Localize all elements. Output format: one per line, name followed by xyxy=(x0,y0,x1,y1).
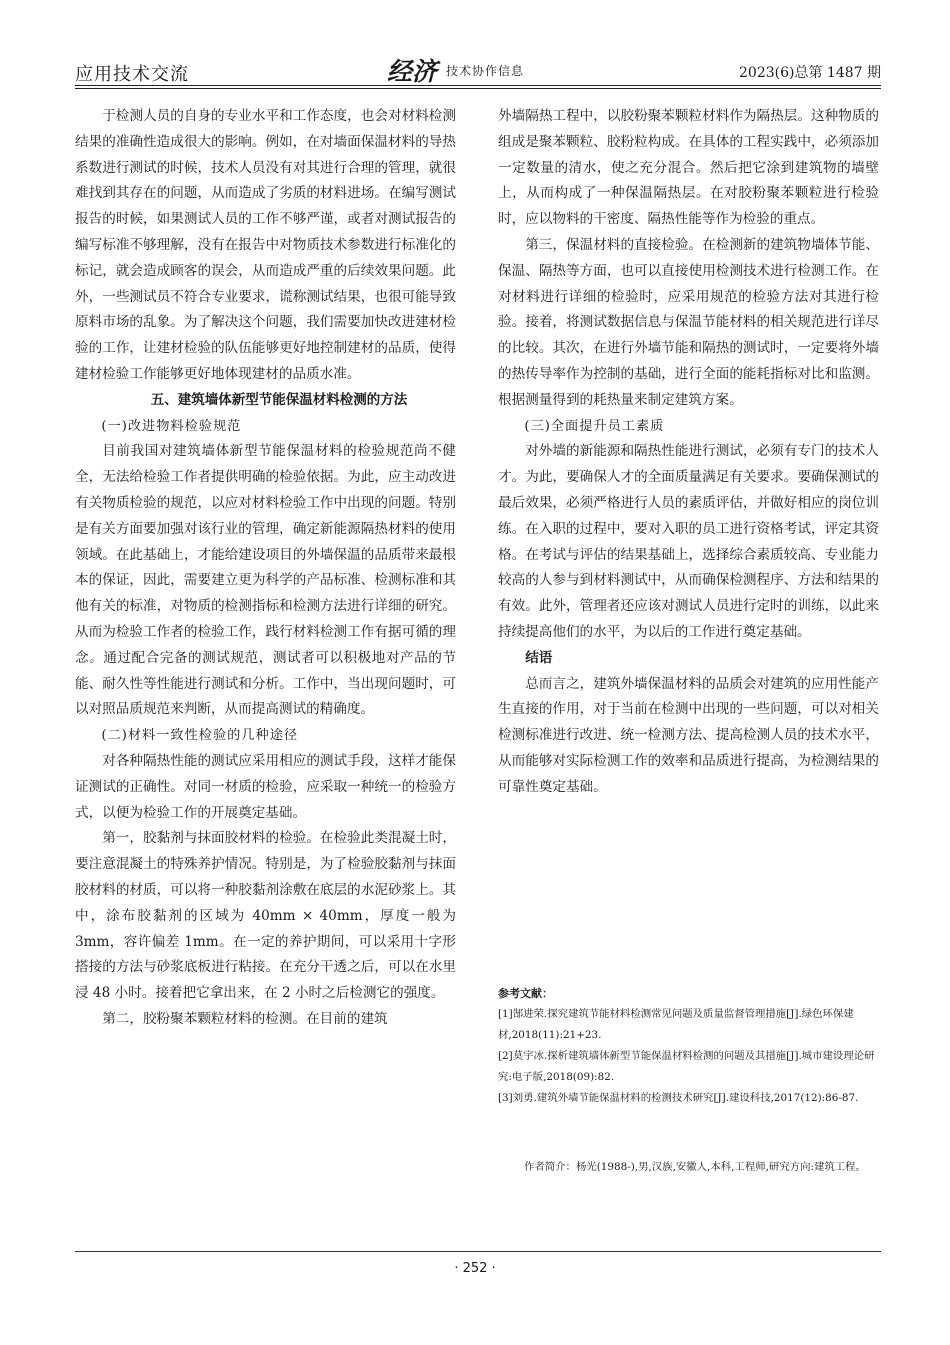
journal-logo-subtitle: 技术协作信息 xyxy=(446,64,525,78)
author-note: 作者简介：杨光(1988-),男,汉族,安徽人,本科,工程师,研究方向:建筑工程。 xyxy=(524,1161,866,1173)
paragraph: 第二，胶粉聚苯颗粒材料的检测。在目前的建筑 xyxy=(102,1010,388,1027)
paragraph: 目前我国对建筑墙体新型节能保温材料的检验规范尚不健全，无法给检验工作者提供明确的检验依据。为此，应主动改进有关物质检验的规范，以应对材料检验工作中出现的问题。特别是有关方面要加强对该行业的管理，确定新能源隔热材料的使用领域。在此基础上，才能给建设项目的外墙保温的品质带来最根本的保证，因此，需要建立更为科学的产品标准、检测标准和其他有关的标准，对物质的检测指标和检测方法进行详细的研究。从而为检验工作者的检验工作，践行材料检测工作有据可循的理念。通过配合完备的测试规范，测试者可以积极地对产品的节能、耐久性等性能进行测试和分析。工作中，当出现问题时，可以对照品质规范来判断，从而提高测试的精确度。 xyxy=(75,443,456,718)
subsection-heading: (二)材料一致性检验的几种途径 xyxy=(101,728,299,744)
section-label: 应用技术交流 xyxy=(75,64,189,85)
header-rule xyxy=(75,85,881,86)
paragraph: 第一，胶黏剂与抹面胶材料的检验。在检验此类混凝土时，要注意混凝土的特殊养护情况。特别是，为了检验胶黏剂与抹面胶材料的材质，可以将一种胶黏剂涂敷在底层的水泥砂浆上。其中，涂布胶黏剂的区域为 40mm × 40mm，厚度一般为 3mm，容许偏差 1mm。在一定的养护期间，可以采用十字形搭接的方法与砂浆底板进行粘接。在充分干透之后，可以在水里浸 48 小时。接着把它拿出来，在 2 小时之后检测它的强度。 xyxy=(75,830,456,1002)
reference-item: [1]郜进荣.探究建筑节能材料检测常见问题及质量监督管理措施[J].绿色环保建材,2018(11):21+23. xyxy=(498,1008,854,1041)
paragraph: 总而言之，建筑外墙保温材料的品质会对建筑的应用性能产生直接的作用，对于当前在检测中出现的一些问题，可以对相关检测标准进行改进、统一检测方法、提高检测人员的技术水平，从而能够对实际检测工作的效率和品质进行提高，为检测结果的可靠性奠定基础。 xyxy=(498,675,879,795)
subsection-heading: (三)全面提升员工素质 xyxy=(524,418,665,434)
conclusion-heading: 结语 xyxy=(525,649,553,666)
reference-item: [2]莫宇冰.探析建筑墙体新型节能保温材料检测的问题及其措施[J].城市建设理论研究:电子版,2018(09):82. xyxy=(498,1050,875,1083)
paragraph: 外墙隔热工程中，以胶粉聚苯颗粒材料作为隔热层。这种物质的组成是聚苯颗粒、胶粉粒构成。在具体的工程实践中，必须添加一定数量的清水，使之充分混合。然后把它涂到建筑物的墙壁上，从而构成了一种保温隔热层。在对胶粉聚苯颗粒进行检验时，应以物料的干密度、隔热性能等作为检验的重点。 xyxy=(498,108,879,228)
journal-logo: 经济 xyxy=(387,57,438,86)
header-rule-thin xyxy=(75,88,881,89)
issue-number: 2023(6)总第 1487 期 xyxy=(739,65,881,81)
right-column xyxy=(498,104,879,801)
section-heading: 五、建筑墙体新型节能保温材料检测的方法 xyxy=(150,391,408,408)
subsection-heading: (一)改进物料检验规范 xyxy=(101,418,242,434)
references xyxy=(498,983,879,1109)
paragraph: 对各种隔热性能的测试应采用相应的测试手段，这样才能保证测试的正确性。对同一材质的检验，应采取一种统一的检验方式，以便为检验工作的开展奠定基础。 xyxy=(75,752,456,821)
references-title: 参考文献： xyxy=(498,987,553,1000)
page-number: · 252 · xyxy=(454,1261,496,1276)
paragraph: 于检测人员的自身的专业水平和工作态度，也会对材料检测结果的准确性造成很大的影响。例如，在对墙面保温材料的导热系数进行测试的时候，技术人员没有对其进行合理的管理，就很难找到其存在的问题，从而造成了劣质的材料进场。在编写测试报告的时候，如果测试人员的工作不够严谨，或者对测试报告的编写标准不够理解，没有在报告中对物质技术参数进行标准化的标记，就会造成顾客的误会，从而造成严重的后续效果问题。此外，一些测试员不符合专业要求，谎称测试结果，也很可能导致原料市场的乱象。为了解决这个问题，我们需要加快改进建材检验的工作，让建材检验的队伍能够更好地控制建材的品质，使得建材检验工作能够更好地体现建材的品质水准。 xyxy=(75,108,456,382)
paragraph: 对外墙的新能源和隔热性能进行测试，必须有专门的技术人才。为此，要确保人才的全面质量满足有关要求。要确保测试的最后效果，必须严格进行人员的素质评估，并做好相应的岗位训练。在入职的过程中，要对入职的员工进行资格考试，评定其资格。在考试与评估的结果基础上，选择综合素质较高、专业能力较高的人参与到材料测试中，从而确保检测程序、方法和结果的有效。此外，管理者还应该对测试人员进行定时的训练，以此来持续提高他们的水平，为以后的工作进行奠定基础。 xyxy=(498,443,879,640)
footer-rule xyxy=(75,1251,881,1252)
page-header xyxy=(75,58,881,88)
paragraph: 第三，保温材料的直接检验。在检测新的建筑物墙体节能、保温、隔热等方面，也可以直接使用检测技术进行检测工作。在对材料进行详细的检验时，应采用规范的检验方法对其进行检验。接着，将测试数据信息与保温节能材料的相关规范进行详尽的比较。其次，在进行外墙节能和隔热的测试时，一定要将外墙的热传导率作为控制的基础，进行全面的能耗指标对比和监测。根据测量得到的耗热量来制定建筑方案。 xyxy=(498,236,879,408)
reference-item: [3]刘勇.建筑外墙节能保温材料的检测技术研究[J].建设科技,2017(12):86-87. xyxy=(498,1092,859,1104)
left-column xyxy=(75,104,456,1033)
